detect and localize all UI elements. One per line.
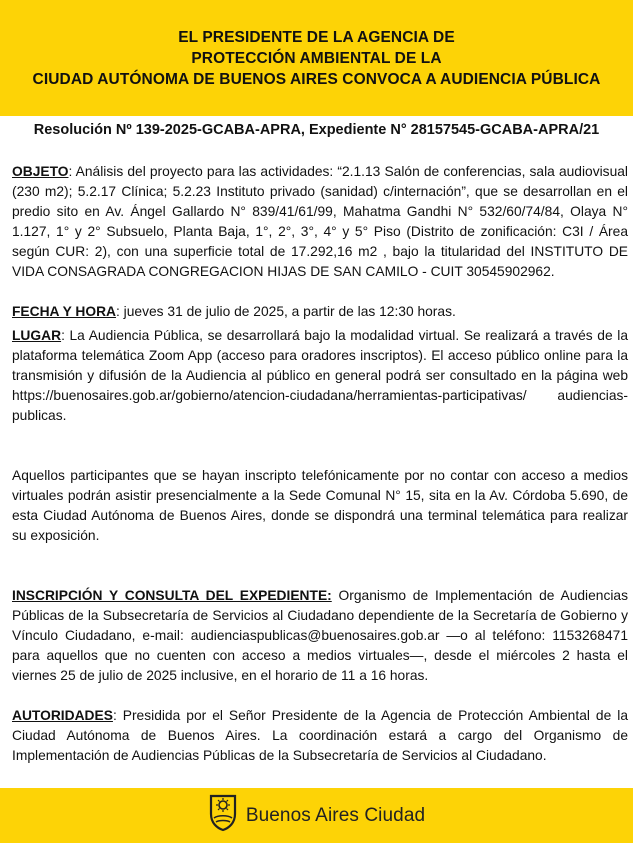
- objeto-text: : Análisis del proyecto para las actividades: “2.1.13 Salón de conferencias, sala audiovisual (230 m2); 5.2.17 Clínica; 5.2.23 Instituto privado (sanidad) c/internación”, que se desarrollan en el predio sito en Av. Ángel Gallardo N° 839/41/61/99, Mahatma Gandhi N° 532/60/74/84, Olaya N° 1.127, 1° y 2° Subsuelo, Planta Baja, 1°, 2°, 3°, 4° y 5° Piso (Distrito de zonificación: C3I / Área según CUR: 2), con una superficie total de 17.292,16 m2 , bajo la titularidad del INSTITUTO DE VIDA CONSAGRADA CONGREGACION HIJAS DE SAN CAMILO - CUIT 30545902962.: [12, 164, 628, 279]
- title-line-2: PROTECCIÓN AMBIENTAL DE LA: [191, 49, 442, 67]
- fecha-text: : jueves 31 de julio de 2025, a partir de las 12:30 horas.: [116, 304, 456, 319]
- title-line-1: EL PRESIDENTE DE LA AGENCIA DE: [178, 28, 455, 46]
- title-banner: [0, 0, 633, 116]
- lugar-label: LUGAR: [12, 328, 62, 343]
- fecha-section: [12, 302, 628, 322]
- inscripcion-label: INSCRIPCIÓN Y CONSULTA DEL EXPEDIENTE:: [12, 588, 332, 603]
- city-shield-icon: [208, 794, 238, 837]
- objeto-label: OBJETO: [12, 164, 69, 179]
- autoridades-label: AUTORIDADES: [12, 708, 113, 723]
- objeto-section: [12, 162, 628, 282]
- autoridades-section: [12, 706, 628, 766]
- lugar-section: [12, 326, 628, 426]
- logo-text: Buenos Aires Ciudad: [245, 804, 426, 826]
- document-body: [12, 162, 628, 806]
- inscripcion-text: Organismo de Implementación de Audiencias Públicas de la Subsecretaría de Servicios al Ciudadano dependiente de la Secretaría de Gobierno y Vínculo Ciudadano, e-mail: audienciaspublicas@buenosaires.gob.ar —o al teléfono: 1153268471 para aquellos que no cuenten con acceso a medios virtuales—, desde el miércoles 2 hasta el viernes 25 de julio de 2025 inclusive, en el horario de 11 a 16 horas.: [12, 588, 628, 683]
- presencial-text: Aquellos participantes que se hayan inscripto telefónicamente por no contar con acceso a medios virtuales podrán asistir presencialmente a la Sede Comunal N° 15, sita en la Av. Córdoba 5.690, de esta Ciudad Autónoma de Buenos Aires, donde se dispondrá una terminal telemática para realizar su exposición.: [12, 468, 628, 543]
- buenos-aires-logo: [208, 794, 425, 837]
- autoridades-text: : Presidida por el Señor Presidente de la Agencia de Protección Ambiental de la Ciudad Autónoma de Buenos Aires. La coordinación estará a cargo del Organismo de Implementación de Audiencias Públicas de la Subsecretaría de Servicios al Ciudadano.: [12, 708, 628, 763]
- fecha-label: FECHA Y HORA: [12, 304, 117, 319]
- inscripcion-section: [12, 586, 628, 686]
- title-line-3: CIUDAD AUTÓNOMA DE BUENOS AIRES CONVOCA A AUDIENCIA PÚBLICA: [32, 70, 601, 88]
- presencial-section: [12, 466, 628, 546]
- lugar-text: : La Audiencia Pública, se desarrollará bajo la modalidad virtual. Se realizará a través de la plataforma telemática Zoom App (acceso para oradores inscriptos). El acceso público online para la transmisión y difusión de la Audiencia al público en general podrá ser consultado en la página web https://buenosaires.gob.ar/gobierno/atencion-ciudadana/herramientas-participativas/ audiencias-publicas.: [12, 328, 628, 423]
- resolution-reference: Resolución Nº 139-2025-GCABA-APRA, Expediente N° 28157545-GCABA-APRA/21: [33, 122, 600, 138]
- footer-banner: [0, 788, 633, 843]
